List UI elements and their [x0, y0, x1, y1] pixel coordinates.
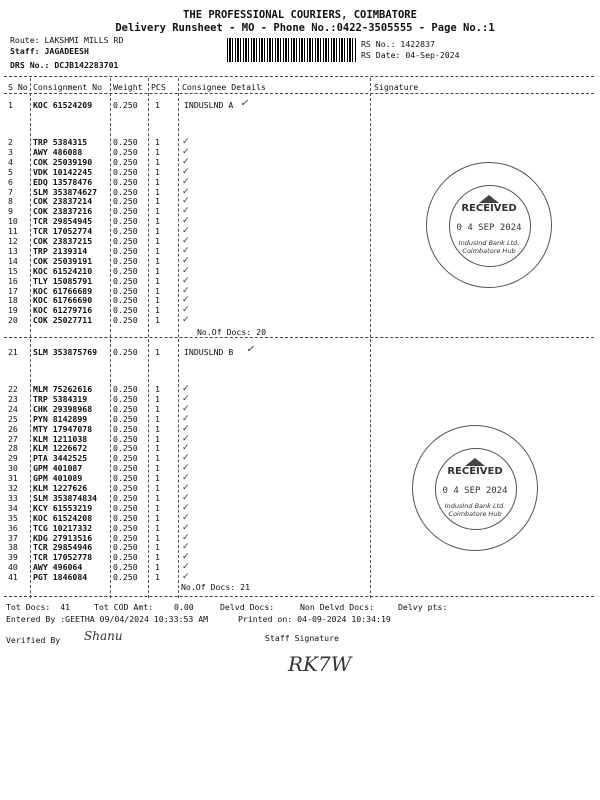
col-consignment: Consignment No [33, 82, 103, 92]
table-row [0, 226, 370, 235]
row-consignment-no: TCG 10217332 [33, 522, 93, 533]
delivery-tick-icon: ✓ [182, 166, 190, 177]
row-pcs: 1 [155, 453, 160, 464]
row-sno: 15 [8, 265, 18, 276]
row-pcs: 1 [155, 285, 160, 296]
delivery-tick-icon: ✓ [182, 423, 190, 434]
row-consignment-no: KLM 1226672 [33, 443, 88, 454]
header-rule-bottom [4, 93, 594, 94]
delivery-tick-icon: ✓ [182, 285, 190, 296]
row-pcs: 1 [155, 100, 160, 110]
row-sno: 35 [8, 512, 18, 523]
row-pcs: 1 [155, 166, 160, 177]
row-pcs: 1 [155, 137, 160, 147]
delivery-tick-icon: ✓ [182, 226, 190, 237]
row-pcs: 1 [155, 315, 160, 326]
table-row [0, 394, 370, 403]
row-weight: 0.250 [113, 413, 138, 424]
row-weight: 0.250 [113, 206, 138, 217]
row-weight: 0.250 [113, 393, 138, 404]
table-row [0, 572, 370, 581]
tot-cod-label: Tot COD Amt: [94, 602, 154, 612]
barcode [227, 38, 357, 62]
col-consignee: Consignee Details [182, 82, 266, 92]
row-weight: 0.250 [113, 100, 138, 110]
table-row [0, 206, 370, 215]
table-row [0, 137, 370, 146]
row-sno: 16 [8, 275, 18, 286]
row-sno: 34 [8, 502, 18, 513]
table-row [0, 187, 370, 196]
table-row [0, 276, 370, 285]
delivery-tick-icon: ✓ [182, 403, 190, 414]
table-row [0, 414, 370, 423]
row-weight: 0.250 [113, 236, 138, 246]
table-row [0, 157, 370, 166]
row-sno: 2 [8, 137, 13, 147]
tick-mark: ✓ [240, 98, 249, 109]
row-sno: 30 [8, 463, 18, 474]
col-sno: S No [8, 82, 28, 92]
row-sno: 8 [8, 196, 13, 207]
row-consignment-no: PTA 3442525 [33, 453, 88, 464]
drs-number: DRS No.: DCJB142283701 [10, 60, 119, 70]
table-row [0, 434, 370, 443]
row-weight: 0.250 [113, 522, 138, 533]
row-consignment-no: TLY 15085791 [33, 275, 93, 286]
table-row [0, 513, 370, 522]
row-weight: 0.250 [113, 156, 138, 167]
row-weight: 0.250 [113, 433, 138, 444]
row-consignment-no: KCY 61553219 [33, 502, 93, 513]
row-pcs: 1 [155, 463, 160, 474]
row-weight: 0.250 [113, 463, 138, 474]
row-pcs: 1 [155, 196, 160, 207]
table-row [0, 473, 370, 482]
printed-on: Printed on: 04-09-2024 10:34:19 [238, 614, 391, 624]
delivery-tick-icon: ✓ [182, 532, 190, 543]
row-sno: 27 [8, 433, 18, 444]
row-weight: 0.250 [113, 443, 138, 454]
docs-count: No.Of Docs: 20 [197, 327, 267, 337]
row-pcs: 1 [155, 255, 160, 266]
delivery-tick-icon: ✓ [182, 522, 190, 533]
footer-rule [4, 596, 594, 597]
delivery-tick-icon: ✓ [182, 156, 190, 167]
row-weight: 0.250 [113, 186, 138, 197]
row-weight: 0.250 [113, 176, 138, 187]
row-pcs: 1 [155, 275, 160, 286]
delivery-tick-icon: ✓ [182, 552, 190, 563]
table-row [0, 552, 370, 561]
row-pcs: 1 [155, 216, 160, 227]
delivery-tick-icon: ✓ [182, 413, 190, 424]
row-weight: 0.250 [113, 552, 138, 563]
stamp-date: 0 4 SEP 2024 [456, 223, 522, 233]
delivery-tick-icon: ✓ [182, 393, 190, 404]
row-sno: 28 [8, 443, 18, 454]
table-row [0, 196, 370, 205]
row-sno: 18 [8, 295, 18, 306]
row-sno: 4 [8, 156, 13, 167]
tick-mark: ✓ [246, 344, 255, 355]
row-pcs: 1 [155, 176, 160, 187]
row-sno: 9 [8, 206, 13, 217]
row-pcs: 1 [155, 156, 160, 167]
row-consignment-no: MTY 17947078 [33, 423, 93, 434]
delivery-tick-icon: ✓ [182, 433, 190, 444]
row-weight: 0.250 [113, 265, 138, 276]
row-consignment-no: KOC 61524208 [33, 512, 93, 523]
row-sno: 25 [8, 413, 18, 424]
stamp-date: 0 4 SEP 2024 [442, 486, 508, 496]
company-name: THE PROFESSIONAL COURIERS, COIMBATORE [183, 9, 417, 21]
table-row [0, 100, 370, 109]
row-consignment-no: GPM 401087 [33, 463, 83, 474]
row-sno: 23 [8, 393, 18, 404]
group-separator [4, 337, 594, 338]
row-weight: 0.250 [113, 146, 138, 157]
row-sno: 19 [8, 305, 18, 316]
row-sno: 12 [8, 236, 18, 246]
delivery-tick-icon: ✓ [182, 315, 190, 326]
delivery-tick-icon: ✓ [182, 186, 190, 197]
row-weight: 0.250 [113, 255, 138, 266]
consignee-name: INDUSLND A [184, 100, 234, 110]
row-consignment-no: MLM 75262616 [33, 384, 93, 394]
row-weight: 0.250 [113, 196, 138, 207]
row-sno: 10 [8, 216, 18, 227]
delivery-tick-icon: ✓ [182, 216, 190, 227]
row-sno: 17 [8, 285, 18, 296]
row-sno: 32 [8, 483, 18, 493]
table-row [0, 315, 370, 324]
row-sno: 1 [8, 100, 13, 110]
entered-by: Entered By :GEETHA 09/04/2024 10:33:53 AM [6, 614, 209, 624]
delivery-tick-icon: ✓ [182, 453, 190, 464]
row-consignment-no: KOC 61524209 [33, 100, 93, 110]
table-row [0, 483, 370, 492]
delivery-tick-icon: ✓ [182, 562, 190, 573]
row-consignment-no: KOC 61766690 [33, 295, 93, 306]
row-sno: 38 [8, 542, 18, 553]
stamp-bank: IndusInd Bank Ltd. [458, 239, 520, 247]
stamp-received-text: RECEIVED [447, 466, 503, 477]
tot-docs: Tot Docs: 41 [6, 602, 71, 612]
row-consignment-no: TRP 5384319 [33, 393, 88, 404]
row-pcs: 1 [155, 245, 160, 256]
delivery-tick-icon: ✓ [182, 196, 190, 207]
table-row [0, 286, 370, 295]
row-weight: 0.250 [113, 137, 138, 147]
table-row [0, 384, 370, 393]
row-consignment-no: PGT 1846084 [33, 572, 88, 583]
delivery-tick-icon: ✓ [182, 236, 190, 246]
row-consignment-no: COK 23837215 [33, 236, 93, 246]
row-sno: 36 [8, 522, 18, 533]
row-pcs: 1 [155, 473, 160, 484]
tot-cod-value: 0.00 [174, 602, 194, 612]
table-row [0, 493, 370, 502]
row-weight: 0.250 [113, 492, 138, 503]
row-consignment-no: VDK 10142245 [33, 166, 93, 177]
row-weight: 0.250 [113, 483, 138, 493]
row-pcs: 1 [155, 186, 160, 197]
row-consignment-no: KDG 27913516 [33, 532, 93, 543]
delivery-tick-icon: ✓ [182, 443, 190, 454]
row-weight: 0.250 [113, 502, 138, 513]
row-sno: 11 [8, 226, 18, 237]
row-sno: 14 [8, 255, 18, 266]
table-row [0, 463, 370, 472]
row-consignment-no: SLM 353874834 [33, 492, 98, 503]
stamp-hub: Coimbatore Hub [462, 247, 516, 255]
row-consignment-no: TCR 29854945 [33, 216, 93, 227]
docs-count: No.Of Docs: 21 [181, 582, 251, 592]
row-sno: 31 [8, 473, 18, 484]
row-consignment-no: TCR 17052774 [33, 226, 93, 237]
table-row [0, 347, 370, 356]
non-delvd-docs: Non Delvd Docs: [300, 602, 374, 612]
row-weight: 0.250 [113, 226, 138, 237]
col-weight: Weight [113, 82, 143, 92]
delivery-tick-icon: ✓ [182, 384, 190, 394]
row-pcs: 1 [155, 295, 160, 306]
row-weight: 0.250 [113, 245, 138, 256]
delivery-tick-icon: ✓ [182, 245, 190, 256]
table-row [0, 236, 370, 245]
row-weight: 0.250 [113, 423, 138, 434]
row-pcs: 1 [155, 443, 160, 454]
row-consignment-no: KOC 61524210 [33, 265, 93, 276]
row-consignment-no: TCR 17052778 [33, 552, 93, 563]
row-consignment-no: KLM 1211038 [33, 433, 88, 444]
delivery-tick-icon: ✓ [182, 176, 190, 187]
received-arrow-icon [479, 195, 499, 203]
row-weight: 0.250 [113, 453, 138, 464]
staff-signature: RK7W [288, 652, 352, 676]
delivery-tick-icon: ✓ [182, 492, 190, 503]
row-pcs: 1 [155, 413, 160, 424]
table-row [0, 533, 370, 542]
row-weight: 0.250 [113, 315, 138, 326]
table-row [0, 177, 370, 186]
row-pcs: 1 [155, 236, 160, 246]
route-text: Route: LAKSHMI MILLS RD [10, 35, 124, 45]
row-pcs: 1 [155, 305, 160, 316]
row-consignment-no: KOC 61766689 [33, 285, 93, 296]
row-sno: 22 [8, 384, 18, 394]
row-sno: 26 [8, 423, 18, 434]
row-weight: 0.250 [113, 512, 138, 523]
row-consignment-no: COK 25039190 [33, 156, 93, 167]
col-pcs: PCS [151, 82, 166, 92]
table-row [0, 147, 370, 156]
table-row [0, 562, 370, 571]
row-weight: 0.250 [113, 403, 138, 414]
row-weight: 0.250 [113, 216, 138, 227]
table-row [0, 523, 370, 532]
row-pcs: 1 [155, 552, 160, 563]
stamp-bank: IndusInd Bank Ltd. [444, 502, 506, 510]
delvy-pts: Delvy pts: [398, 602, 448, 612]
table-row [0, 295, 370, 304]
row-weight: 0.250 [113, 305, 138, 316]
delivery-tick-icon: ✓ [182, 483, 190, 493]
delivery-tick-icon: ✓ [182, 295, 190, 306]
delivery-tick-icon: ✓ [182, 137, 190, 147]
verified-by-label: Verified By [6, 635, 61, 645]
delivery-tick-icon: ✓ [182, 265, 190, 276]
row-weight: 0.250 [113, 347, 138, 357]
staff-text: Staff: JAGADEESH [10, 46, 89, 56]
delivery-tick-icon: ✓ [182, 206, 190, 217]
row-pcs: 1 [155, 384, 160, 394]
row-weight: 0.250 [113, 295, 138, 306]
row-consignment-no: TCR 29854946 [33, 542, 93, 553]
delivery-tick-icon: ✓ [182, 463, 190, 474]
delivery-tick-icon: ✓ [182, 146, 190, 157]
table-row [0, 424, 370, 433]
row-pcs: 1 [155, 522, 160, 533]
row-pcs: 1 [155, 502, 160, 513]
row-consignment-no: COK 25027711 [33, 315, 93, 326]
rs-date: RS Date: 04-Sep-2024 [361, 50, 460, 60]
delivery-tick-icon: ✓ [182, 542, 190, 553]
row-weight: 0.250 [113, 572, 138, 583]
row-sno: 39 [8, 552, 18, 563]
row-pcs: 1 [155, 347, 160, 357]
row-sno: 3 [8, 146, 13, 157]
row-pcs: 1 [155, 146, 160, 157]
row-pcs: 1 [155, 492, 160, 503]
row-weight: 0.250 [113, 166, 138, 177]
row-pcs: 1 [155, 206, 160, 217]
row-pcs: 1 [155, 433, 160, 444]
row-consignment-no: CHK 29398968 [33, 403, 93, 414]
verified-signature: Shanu [84, 629, 123, 643]
table-row [0, 266, 370, 275]
row-consignment-no: COK 23837214 [33, 196, 93, 207]
stamp-hub: Coimbatore Hub [448, 510, 502, 518]
stamp-received-text: RECEIVED [461, 203, 517, 214]
col-signature: Signature [374, 82, 419, 92]
consignee-name: INDUSLND B [184, 347, 234, 357]
row-pcs: 1 [155, 512, 160, 523]
row-pcs: 1 [155, 403, 160, 414]
row-sno: 21 [8, 347, 18, 357]
row-consignment-no: AWY 496064 [33, 562, 83, 573]
row-consignment-no: COK 25039191 [33, 255, 93, 266]
row-weight: 0.250 [113, 275, 138, 286]
row-consignment-no: AWY 486088 [33, 146, 83, 157]
table-row [0, 305, 370, 314]
row-sno: 40 [8, 562, 18, 573]
row-consignment-no: KOC 61279716 [33, 305, 93, 316]
staff-signature-label: Staff Signature [265, 633, 339, 643]
received-stamp [426, 162, 552, 288]
row-consignment-no: TRP 5384315 [33, 137, 88, 147]
row-pcs: 1 [155, 483, 160, 493]
row-sno: 20 [8, 315, 18, 326]
row-sno: 41 [8, 572, 18, 583]
table-row [0, 453, 370, 462]
row-sno: 24 [8, 403, 18, 414]
table-row [0, 542, 370, 551]
row-consignment-no: SLM 353874627 [33, 186, 98, 197]
row-sno: 29 [8, 453, 18, 464]
row-pcs: 1 [155, 265, 160, 276]
delivery-tick-icon: ✓ [182, 512, 190, 523]
row-pcs: 1 [155, 542, 160, 553]
delivery-tick-icon: ✓ [182, 502, 190, 513]
row-consignment-no: KLM 1227626 [33, 483, 88, 493]
row-weight: 0.250 [113, 532, 138, 543]
row-weight: 0.250 [113, 384, 138, 394]
row-weight: 0.250 [113, 542, 138, 553]
row-sno: 5 [8, 166, 13, 177]
row-consignment-no: TRP 2139314 [33, 245, 88, 256]
table-row [0, 256, 370, 265]
row-sno: 13 [8, 245, 18, 256]
row-sno: 7 [8, 186, 13, 197]
received-arrow-icon [465, 458, 485, 466]
row-consignment-no: COK 23837216 [33, 206, 93, 217]
table-row [0, 167, 370, 176]
table-row [0, 404, 370, 413]
table-row [0, 443, 370, 452]
table-row [0, 246, 370, 255]
row-pcs: 1 [155, 423, 160, 434]
row-pcs: 1 [155, 562, 160, 573]
delivery-tick-icon: ✓ [182, 275, 190, 286]
row-sno: 6 [8, 176, 13, 187]
row-consignment-no: PYN 8142899 [33, 413, 88, 424]
row-pcs: 1 [155, 393, 160, 404]
delivery-tick-icon: ✓ [182, 473, 190, 484]
row-pcs: 1 [155, 226, 160, 237]
row-sno: 37 [8, 532, 18, 543]
delvd-docs: Delvd Docs: [220, 602, 275, 612]
col-divider [370, 78, 371, 598]
row-weight: 0.250 [113, 285, 138, 296]
header-rule-top [4, 76, 594, 77]
delivery-tick-icon: ✓ [182, 572, 190, 583]
received-stamp [412, 425, 538, 551]
row-weight: 0.250 [113, 473, 138, 484]
delivery-tick-icon: ✓ [182, 255, 190, 266]
row-weight: 0.250 [113, 562, 138, 573]
row-consignment-no: GPM 401089 [33, 473, 83, 484]
table-row [0, 503, 370, 512]
row-sno: 33 [8, 492, 18, 503]
row-pcs: 1 [155, 532, 160, 543]
row-consignment-no: SLM 353875769 [33, 347, 98, 357]
rs-number: RS No.: 1422837 [361, 39, 435, 49]
delivery-tick-icon: ✓ [182, 305, 190, 316]
row-consignment-no: EDQ 13578476 [33, 176, 93, 187]
row-pcs: 1 [155, 572, 160, 583]
runsheet-title: Delivery Runsheet - MO - Phone No.:0422-3505555 - Page No.:1 [115, 22, 495, 34]
table-row [0, 216, 370, 225]
